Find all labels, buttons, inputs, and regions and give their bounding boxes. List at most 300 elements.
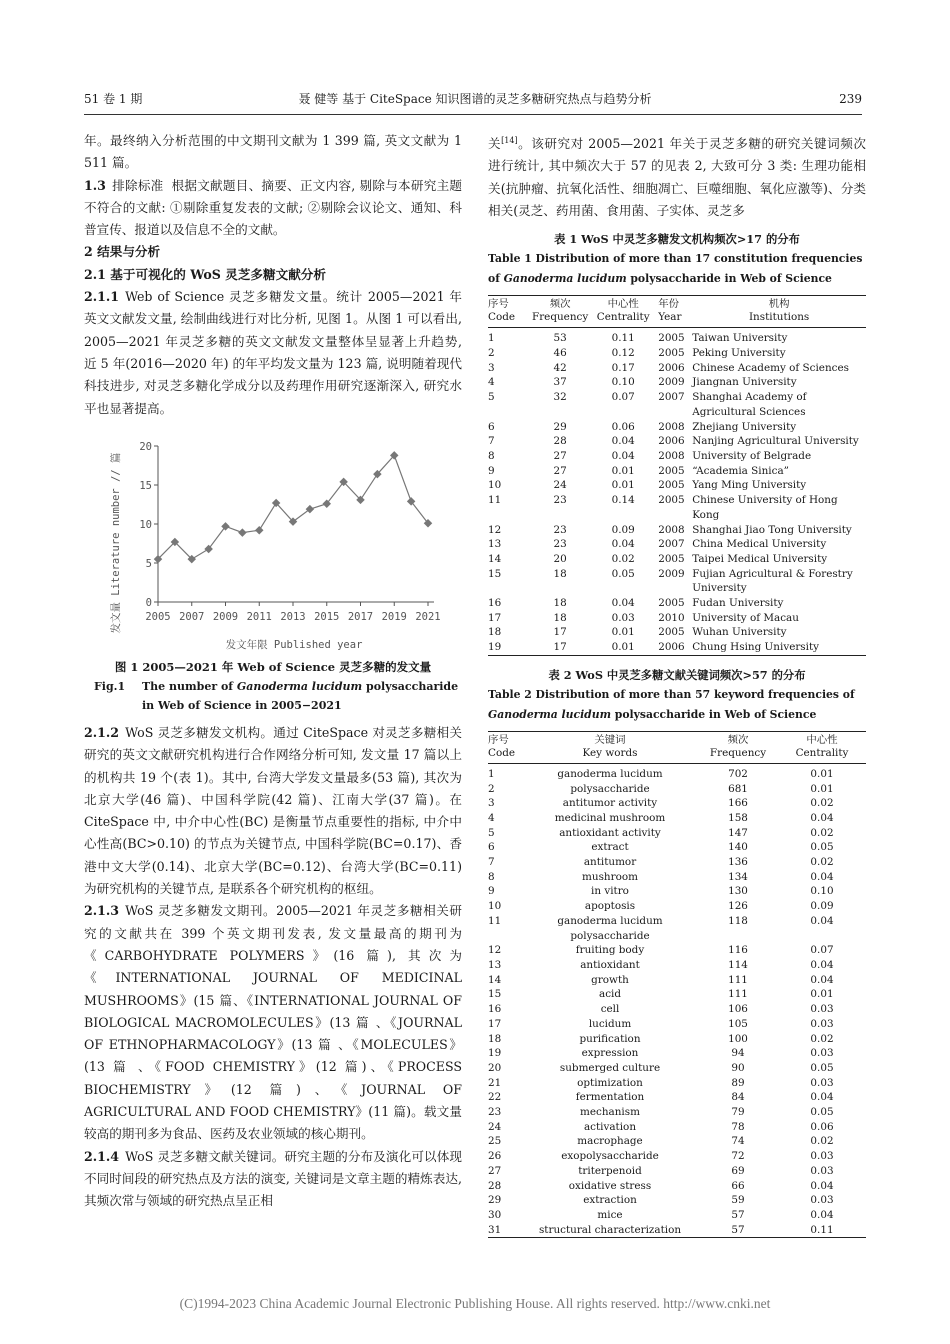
right-column: [488, 130, 866, 1238]
section-number: 1.3: [84, 177, 106, 193]
table-cell: 13: [488, 958, 502, 971]
header-zh: 机构: [768, 298, 790, 311]
section-text: WoS 灵芝多糖文献关键词。研究主题的分布及演化可以体现不同时间段的研究热点及方法的演变, 关键词是文章主题的精炼表达, 其频次常与领域的研究热点呈正相: [84, 1148, 462, 1209]
table-cell: Taiwan University: [692, 332, 788, 345]
x-tick-label: 2015: [314, 611, 340, 623]
table-cell: macrophage: [577, 1135, 643, 1148]
chart-series: [154, 451, 432, 563]
section-2-heading: 2 结果与分析: [84, 244, 161, 260]
table-cell: fermentation: [575, 1091, 645, 1104]
table-cell: 0.01: [810, 767, 834, 780]
figure-1: [84, 438, 462, 715]
table-cell: 84: [731, 1091, 745, 1104]
table-cell: 0.01: [611, 464, 635, 477]
table-cell: 0.06: [810, 1120, 834, 1133]
table-cell: 6: [488, 841, 495, 854]
table-cell: structural characterization: [538, 1223, 682, 1236]
table-cell: 15: [488, 988, 502, 1001]
table-cell: 19: [488, 641, 502, 654]
table-row: [488, 1105, 866, 1120]
table-cell: Taipei Medical University: [692, 552, 828, 565]
data-point: [306, 505, 314, 513]
table-cell: 0.04: [810, 914, 834, 927]
text: 。该研究对 2005—2021 年关于灵芝多糖的研究关键词频次进行统计, 其中频次大于 57 的见表 2, 大致可分 3 类: 生理功能相关(抗肿瘤、抗氧化活性、细胞凋亡、巨噬细胞、氧化应激等)、分类相关(灵芝、药用菌、食用菌、子实体、灵芝多: [488, 136, 867, 219]
table-cell: 22: [488, 1091, 502, 1104]
table-cell: China Medical University: [692, 538, 827, 551]
header-en: Centrality: [596, 311, 650, 324]
table-cell: 27: [488, 1164, 502, 1177]
table-cell: 0.06: [611, 420, 635, 433]
column-header: [692, 296, 866, 328]
table-cell: 0.01: [611, 626, 635, 639]
table-cell: 106: [728, 1003, 748, 1016]
column-header: [658, 296, 692, 328]
table-row: [488, 763, 866, 781]
table-cell: Wuhan University: [692, 626, 787, 639]
table-cell: 20: [488, 1061, 502, 1074]
table-cell: 16: [488, 1003, 502, 1016]
table-cell: 0.01: [611, 479, 635, 492]
table-cell: 126: [728, 900, 748, 913]
table-cell: 0.07: [611, 391, 635, 404]
table-cell: Shanghai Jiao Tong University: [692, 523, 852, 536]
series-line: [158, 455, 428, 559]
table-cell: 28: [488, 1179, 502, 1192]
table-cell: 100: [728, 1032, 748, 1045]
table-row: [488, 855, 866, 870]
table-row: [488, 434, 866, 449]
table-row: [488, 1046, 866, 1061]
table-cell: 53: [553, 332, 567, 345]
table-cell: 0.04: [810, 1091, 834, 1104]
table-cell: 2: [488, 347, 495, 360]
table-cell: growth: [591, 973, 629, 986]
citation-ref: [14]: [501, 136, 518, 145]
table-cell: 24: [488, 1120, 502, 1133]
data-point: [221, 522, 229, 530]
table-cell: 7: [488, 435, 495, 448]
table-1-block: [488, 230, 866, 655]
header-en: Code: [488, 746, 516, 759]
table-cell: 4: [488, 376, 495, 389]
table-cell: 14: [488, 552, 502, 565]
table-row: [488, 1223, 866, 1238]
table-cell: 13: [488, 538, 502, 551]
table-cell: 5: [488, 826, 495, 839]
table-cell: 29: [488, 1194, 502, 1207]
table-cell: 0.02: [810, 856, 834, 869]
y-tick-label: 5: [145, 558, 152, 570]
caption-species: Ganoderma lucidum: [488, 707, 612, 721]
table-cell: “Academia Sinica”: [692, 464, 789, 477]
table-cell: ganoderma lucidum polysaccharide: [557, 914, 663, 942]
table-cell: 17: [488, 611, 502, 624]
table-cell: submerged culture: [559, 1061, 661, 1074]
table-cell: 7: [488, 856, 495, 869]
table-cell: 0.10: [810, 885, 834, 898]
text: 关: [488, 136, 502, 152]
header-zh: 序号: [488, 733, 509, 746]
table-cell: Fujian Agricultural & Forestry University: [692, 567, 853, 595]
table-cell: 18: [553, 597, 567, 610]
table-cell: 0.01: [810, 988, 834, 1001]
table-cell: polysaccharide: [570, 782, 650, 795]
column-header: [588, 296, 658, 328]
table-cell: 90: [731, 1061, 745, 1074]
header-en: Frequency: [709, 746, 767, 759]
table-cell: 0.02: [810, 1135, 834, 1148]
table-cell: 37: [553, 376, 567, 389]
x-tick-label: 2007: [179, 611, 205, 623]
section-number: 2.1.3: [84, 903, 120, 919]
table-cell: 2005: [658, 347, 685, 360]
table-cell: 72: [731, 1150, 745, 1163]
header-volume: 51 卷 1 期: [84, 92, 143, 106]
table-cell: 57: [731, 1223, 745, 1236]
header-en: Institutions: [748, 311, 810, 324]
table-cell: Peking University: [692, 347, 786, 360]
table-cell: 2008: [658, 523, 685, 536]
table-cell: exopolysaccharide: [561, 1150, 659, 1163]
table-cell: 57: [731, 1208, 745, 1221]
table-cell: 2005: [658, 479, 685, 492]
caption-species: Ganoderma lucidum: [503, 272, 627, 286]
section-text: Web of Science 灵芝多糖发文量。统计 2005—2021 年英文文献发文量, 绘制曲线进行对比分析, 见图 1。从图 1 可以看出, 2005—2021 年灵芝多糖的英文文献发文量整体呈显著上升趋势, 近 5 年(2016—2020 年) 的年平均发文量为 123 篇, 说明随着现代科技进步, 对灵芝多糖化学成分以及药理作用研究逐渐深入, 研究水平也显著提高。: [84, 289, 462, 416]
section-number: 2.1.1: [84, 289, 120, 305]
header-en: Frequency: [532, 311, 589, 324]
table-cell: 24: [553, 479, 567, 492]
table-cell: triterpenoid: [578, 1164, 642, 1177]
table-cell: 0.03: [810, 1076, 834, 1089]
table-row: [488, 420, 866, 435]
table-cell: 0.14: [611, 494, 635, 507]
table-cell: 16: [488, 597, 502, 610]
x-tick-label: 2005: [145, 611, 171, 623]
table-cell: 116: [728, 944, 748, 957]
table-cell: 11: [488, 494, 502, 507]
caption-part: Table 1 Distribution of more than 17 constitution frequencies of: [488, 252, 863, 286]
table-cell: 42: [553, 361, 567, 374]
table-row: [488, 1017, 866, 1032]
table-cell: 0.03: [810, 1194, 834, 1207]
table-cell: antitumor: [583, 856, 637, 869]
table-cell: 0.12: [611, 347, 635, 360]
table-cell: 1: [488, 767, 495, 780]
table-row: [488, 1193, 866, 1208]
table-cell: 140: [728, 841, 748, 854]
table-cell: 0.17: [611, 361, 635, 374]
table-cell: 0.04: [611, 597, 635, 610]
table-cell: 0.04: [810, 1179, 834, 1192]
table-cell: 0.03: [810, 1047, 834, 1060]
x-tick-label: 2021: [415, 611, 441, 623]
table-cell: 681: [728, 782, 748, 795]
header-zh: 序号: [488, 298, 509, 311]
table-cell: 2008: [658, 420, 685, 433]
table-cell: extract: [591, 841, 629, 854]
section-1-3: [84, 175, 462, 242]
table-cell: apoptosis: [584, 900, 636, 913]
section-2-1-3: [84, 900, 462, 1145]
table-cell: 15: [488, 567, 502, 580]
table-cell: 20: [553, 552, 567, 565]
table-row: [488, 611, 866, 626]
table-cell: 0.04: [810, 811, 834, 824]
table-cell: 17: [488, 1017, 502, 1030]
table-row: [488, 1149, 866, 1164]
data-point: [255, 526, 263, 534]
table-cell: 2005: [658, 597, 685, 610]
table-cell: 46: [553, 347, 567, 360]
header-zh: 关键词: [594, 733, 626, 746]
table-cell: 17: [553, 626, 567, 639]
table-cell: 12: [488, 523, 502, 536]
table-cell: 130: [728, 885, 748, 898]
table-1-caption-en: [488, 249, 866, 289]
figure-caption: 图 1 2005—2021 年 Web of Science 灵芝多糖的发文量: [114, 660, 432, 674]
header-zh: 频次: [549, 298, 571, 311]
table-cell: 23: [553, 538, 567, 551]
table-cell: 0.04: [810, 1208, 834, 1221]
table-cell: 28: [553, 435, 567, 448]
table-cell: expression: [581, 1047, 639, 1060]
table-cell: 2005: [658, 626, 685, 639]
table-cell: antioxidant activity: [559, 826, 661, 839]
table-cell: 2005: [658, 552, 685, 565]
paragraph-intro: 年。最终纳入分析范围的中文期刊文献为 1 399 篇, 英文文献为 1 511 篇。: [84, 133, 462, 171]
table-cell: 27: [553, 450, 567, 462]
table-cell: 2010: [658, 611, 685, 624]
table-row: [488, 537, 866, 552]
table-cell: 0.03: [810, 1003, 834, 1016]
x-tick-label: 2017: [347, 611, 374, 623]
table-cell: 134: [728, 870, 748, 883]
data-point: [204, 545, 212, 553]
y-axis-label: 发文量 Literature number // 篇: [110, 452, 122, 634]
table-cell: 66: [731, 1179, 745, 1192]
table-cell: 147: [728, 826, 748, 839]
table-cell: medicinal mushroom: [554, 811, 666, 824]
table-cell: 9: [488, 464, 495, 477]
section-2-1-4: [84, 1146, 462, 1213]
column-header: [532, 296, 588, 328]
table-cell: 0.04: [810, 973, 834, 986]
table-row: [488, 987, 866, 1002]
header-en: Key words: [582, 746, 638, 759]
table-cell: 31: [488, 1223, 502, 1236]
section-text: WoS 灵芝多糖发文机构。通过 CiteSpace 对灵芝多糖相关研究的英文文献研究机构进行合作网络分析可知, 发文量 17 篇以上的机构共 19 个(表 1)。其中, 台湾大学发文量最多(53 篇), 其次为北京大学(46 篇)、中国科学院(42 篇)、江南大学(37 篇)。在 CiteSpace 中, 中介中心性(BC) 是衡量节点重要性的指标, 中介中心性高(BC>0.10) 的节点为关键节点, 中国科学院(BC=0.17)、香港中文大学(0.14)、北京大学(BC=0.12)、台湾大学(BC=0.11) 为研究机构的关键节点, 是联系各个研究机构的枢纽。: [84, 725, 462, 897]
table-cell: 8: [488, 450, 495, 462]
table-row: [488, 523, 866, 538]
table-cell: antioxidant: [580, 958, 640, 971]
table-cell: 78: [731, 1120, 745, 1133]
table-cell: 30: [488, 1208, 502, 1221]
table-cell: 14: [488, 973, 502, 986]
table-row: [488, 390, 866, 419]
table-cell: University of Macau: [692, 611, 799, 624]
table-row: [488, 1164, 866, 1179]
table-row: [488, 567, 866, 596]
column-header: [698, 731, 778, 763]
table-cell: Shanghai Academy of Agricultural Sciences: [692, 391, 807, 418]
table-cell: 69: [731, 1164, 745, 1177]
table-row: [488, 826, 866, 841]
y-tick-label: 15: [139, 480, 152, 492]
table-cell: 26: [488, 1150, 502, 1163]
table-cell: 2007: [658, 391, 685, 404]
table-2-caption-en: [488, 685, 866, 725]
table-row: [488, 870, 866, 885]
table-cell: 0.04: [810, 870, 834, 883]
table-row: [488, 1134, 866, 1149]
table-cell: 0.07: [810, 944, 834, 957]
table-cell: Yang Ming University: [692, 479, 807, 492]
table-cell: 27: [553, 464, 567, 477]
header-title: 聂 健等 基于 CiteSpace 知识图谱的灵芝多糖研究热点与趋势分析: [298, 92, 652, 106]
table-cell: 2008: [658, 450, 685, 462]
table-cell: mice: [597, 1208, 623, 1221]
table-cell: Nanjing Agricultural University: [692, 435, 859, 448]
table-cell: 3: [488, 797, 495, 810]
table-cell: 2005: [658, 494, 685, 507]
table-row: [488, 1032, 866, 1047]
table-cell: 0.05: [810, 841, 834, 854]
table-1-caption: 表 1 WoS 中灵芝多糖发文机构频次>17 的分布: [554, 232, 800, 247]
table-cell: 0.05: [611, 567, 635, 580]
header-en: Year: [658, 311, 682, 324]
table-row: [488, 625, 866, 640]
table-row: [488, 449, 866, 464]
table-cell: 10: [488, 900, 502, 913]
column-header: [488, 731, 522, 763]
table-cell: 2: [488, 782, 495, 795]
header-zh: 频次: [727, 733, 749, 746]
caption-part: Table 2 Distribution of more than 57 keyword frequencies of: [488, 687, 855, 701]
table-row: [488, 361, 866, 376]
table-row: [488, 782, 866, 797]
column-header: [522, 731, 698, 763]
table-cell: 158: [728, 811, 748, 824]
table-cell: 0.09: [810, 900, 834, 913]
table-row: [488, 375, 866, 390]
table-cell: 2006: [658, 435, 685, 448]
caption-part: polysaccharide in Web of Science: [611, 707, 817, 721]
table-cell: 0.04: [611, 450, 635, 462]
caption-part: polysaccharide in Web of Science in 2005−2021: [142, 680, 459, 712]
table-row: [488, 1179, 866, 1194]
table-cell: optimization: [577, 1076, 643, 1089]
table-row: [488, 884, 866, 899]
table-cell: 32: [553, 391, 567, 404]
table-cell: 2009: [658, 376, 685, 389]
table-row: [488, 958, 866, 973]
table-cell: 0.02: [611, 552, 635, 565]
table-row: [488, 346, 866, 361]
table-cell: 2006: [658, 641, 685, 654]
table-cell: 2009: [658, 567, 685, 580]
line-chart: [84, 438, 462, 656]
table-cell: 0.11: [611, 332, 635, 345]
table-cell: 2005: [658, 464, 685, 477]
table-cell: cell: [600, 1003, 620, 1016]
table-cell: fruiting body: [575, 944, 645, 957]
table-cell: 136: [728, 856, 748, 869]
figure-caption-en: [94, 677, 462, 715]
table-cell: 79: [731, 1106, 745, 1119]
table-row: [488, 943, 866, 958]
table-cell: 114: [728, 958, 748, 971]
table-cell: University of Belgrade: [692, 450, 812, 462]
left-column-bottom: [84, 722, 462, 1213]
x-axis-label: 发文年限 Published year: [225, 639, 363, 651]
table-cell: 18: [488, 626, 502, 639]
table-row: [488, 1076, 866, 1091]
table-cell: 23: [553, 494, 567, 507]
table-cell: 0.03: [810, 1164, 834, 1177]
table-row: [488, 464, 866, 479]
table-cell: 0.05: [810, 1106, 834, 1119]
table-2: [488, 731, 866, 1239]
table-row: [488, 1002, 866, 1017]
table-cell: 0.01: [611, 641, 635, 654]
table-cell: 111: [728, 973, 748, 986]
table-row: [488, 328, 866, 346]
table-cell: 105: [728, 1017, 748, 1030]
left-column-top: [84, 130, 462, 420]
table-cell: 166: [728, 797, 748, 810]
section-number: 2.1.4: [84, 1148, 120, 1164]
table-cell: in vitro: [591, 885, 629, 898]
table-row: [488, 478, 866, 493]
table-cell: Chinese University of Hong Kong: [692, 494, 838, 521]
table-row: [488, 493, 866, 522]
caption-part: polysaccharide in Web of Science: [626, 272, 832, 286]
section-number: 2.1.2: [84, 725, 120, 740]
table-row: [488, 640, 866, 655]
header-zh: 中心性: [806, 733, 838, 746]
table-cell: 0.10: [611, 376, 635, 389]
table-2-caption: 表 2 WoS 中灵芝多糖文献关键词频次>57 的分布: [548, 667, 806, 682]
table-row: [488, 596, 866, 611]
table-cell: acid: [599, 988, 621, 1001]
data-point: [238, 528, 246, 536]
paragraph-continued: [488, 130, 866, 222]
table-row: [488, 1208, 866, 1223]
table-cell: 8: [488, 870, 495, 883]
table-cell: 2006: [658, 361, 685, 374]
table-cell: 9: [488, 885, 495, 898]
table-cell: 89: [731, 1076, 745, 1089]
section-heading: 排除标准: [111, 177, 164, 193]
table-cell: antitumor activity: [562, 797, 658, 810]
table-cell: 59: [731, 1194, 745, 1207]
table-cell: 0.01: [810, 782, 834, 795]
x-tick-label: 2019: [381, 611, 407, 623]
caption-part: The number of: [142, 680, 237, 693]
table-cell: 18: [553, 567, 567, 580]
header-zh: 中心性: [607, 298, 639, 311]
table-cell: 111: [728, 988, 748, 1001]
caption-species: Ganoderma lucidum: [236, 680, 363, 693]
table-cell: 94: [731, 1047, 745, 1060]
table-row: [488, 1090, 866, 1105]
table-cell: 0.04: [611, 538, 635, 551]
y-tick-label: 20: [139, 441, 152, 453]
table-row: [488, 1061, 866, 1076]
table-cell: oxidative stress: [568, 1179, 652, 1192]
table-cell: 3: [488, 361, 495, 374]
x-tick-label: 2011: [246, 611, 272, 623]
